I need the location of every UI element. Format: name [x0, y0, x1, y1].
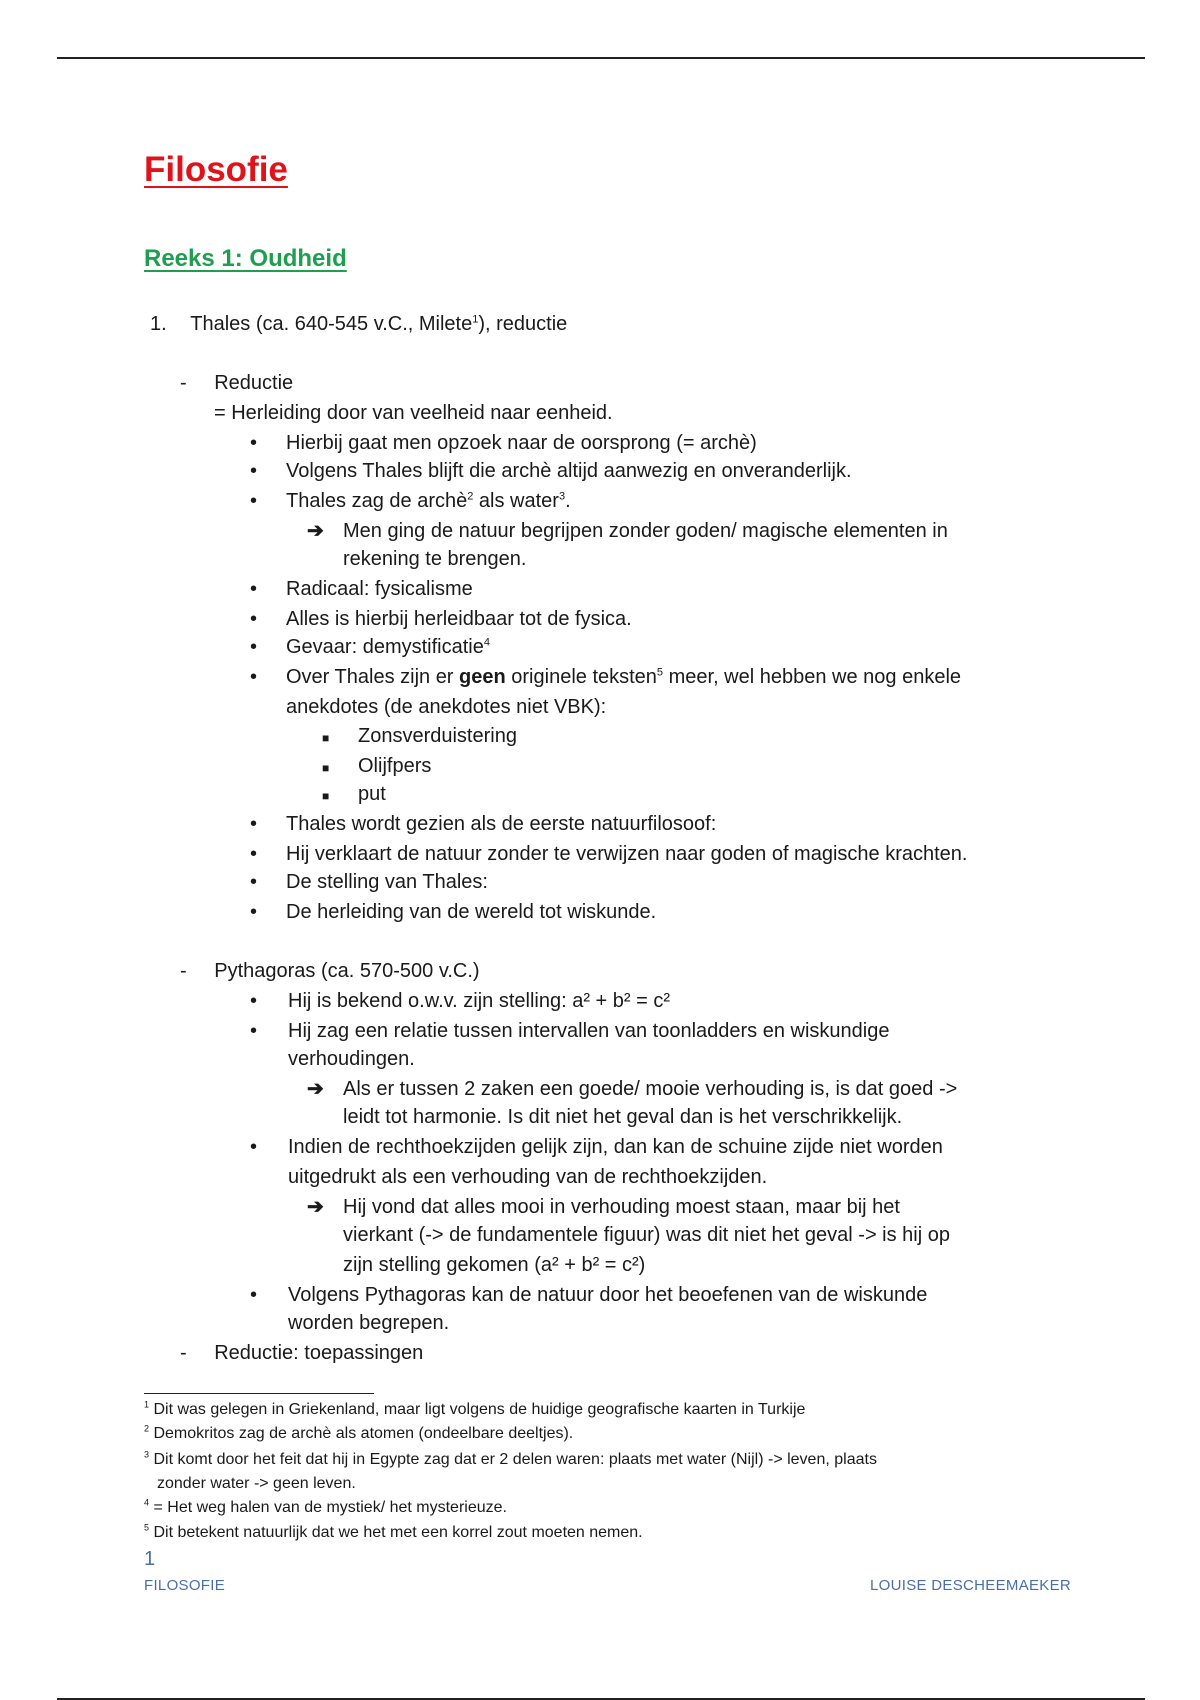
footnote-ref: 1 — [472, 313, 479, 326]
bullet-icon: • — [250, 1284, 258, 1306]
footnote-text: Demokritos zag de archè als atomen (ondeelbare deeltjes). — [153, 1425, 574, 1442]
bullet-icon: • — [250, 490, 258, 512]
dash-marker: - — [180, 372, 187, 394]
bullet-text: . — [565, 490, 571, 512]
dash-label: Reductie: toepassingen — [214, 1342, 424, 1364]
dash-item-pythagoras — [180, 957, 480, 985]
arrow-text-continued: rekening te brengen. — [343, 548, 527, 570]
bullet-icon: • — [250, 901, 258, 923]
page-title: Filosofie — [144, 150, 288, 189]
footnote-text: Dit betekent natuurlijk dat we het met een korrel zout moeten nemen. — [153, 1524, 643, 1541]
bullet-text: Gevaar: demystificatie — [286, 636, 484, 658]
square-bullet-icon: ■ — [322, 789, 330, 803]
square-bullet-icon: ■ — [322, 761, 330, 775]
footnote-2 — [144, 1423, 573, 1445]
footnote-ref: 4 — [483, 636, 490, 649]
bullet-item — [250, 605, 632, 633]
sub-item — [322, 780, 386, 810]
bullet-text: Hij verklaart de natuur zonder te verwijzen naar goden of magische krachten. — [286, 843, 968, 865]
bullet-icon: • — [250, 432, 258, 454]
bullet-icon: • — [250, 843, 258, 865]
footnote-3-continued: zonder water -> geen leven. — [157, 1475, 356, 1492]
bullet-item — [250, 810, 717, 838]
footnote-ref: 5 — [656, 666, 664, 679]
footnote-number: 4 — [144, 1497, 150, 1508]
list-number: 1. — [150, 313, 167, 335]
bullet-item — [250, 429, 757, 457]
dash-label: Pythagoras (ca. 570-500 v.C.) — [214, 960, 480, 982]
bullet-text: De herleiding van de wereld tot wiskunde. — [286, 901, 657, 923]
footnote-number: 1 — [144, 1399, 150, 1410]
section-title: Reeks 1: Oudheid — [144, 245, 347, 272]
footnote-5 — [144, 1522, 643, 1544]
sub-item — [322, 752, 432, 782]
footnote-number: 5 — [144, 1522, 150, 1533]
dash-marker: - — [180, 1342, 187, 1364]
bullet-item — [250, 1281, 928, 1309]
bullet-icon: • — [250, 1136, 258, 1158]
bullet-item — [250, 1133, 943, 1161]
square-bullet-icon: ■ — [322, 731, 330, 745]
arrow-text: Hij vond dat alles mooi in verhouding moest staan, maar bij het — [343, 1196, 900, 1218]
bullet-item — [250, 663, 962, 691]
bullet-text: De stelling van Thales: — [286, 871, 488, 893]
bullet-item — [250, 868, 488, 896]
footnote-number: 3 — [144, 1449, 150, 1460]
bullet-text: Radicaal: fysicalisme — [286, 578, 473, 600]
dash-marker: - — [180, 960, 187, 982]
arrow-text-continued: leidt tot harmonie. Is dit niet het geval dan is het verschrikkelijk. — [343, 1106, 903, 1128]
arrow-text-continued: vierkant (-> de fundamentele figuur) was dit niet het geval -> is hij op — [343, 1224, 950, 1246]
bullet-icon: • — [250, 578, 258, 600]
footnote-separator — [144, 1393, 374, 1394]
definition-text: = Herleiding door van veelheid naar eenheid. — [214, 402, 613, 424]
bullet-icon: • — [250, 636, 258, 658]
document-body — [144, 148, 1074, 1364]
arrow-right-icon: ➔ — [307, 1196, 324, 1218]
dash-label: Reductie — [214, 372, 294, 394]
bullet-icon: • — [250, 666, 258, 688]
bullet-icon: • — [250, 1020, 258, 1042]
footnote-ref: 3 — [558, 490, 566, 503]
footer-course-name: FILOSOFIE — [144, 1577, 226, 1594]
bullet-icon: • — [250, 871, 258, 893]
bullet-text: Hij is bekend o.w.v. zijn stelling: a² + b² = c² — [288, 990, 671, 1012]
arrow-right-icon: ➔ — [307, 1078, 324, 1100]
bullet-text: Thales zag de archè — [286, 490, 468, 512]
bullet-item — [250, 575, 473, 603]
bullet-text-continued: anekdotes (de anekdotes niet VBK): — [286, 696, 607, 718]
bullet-text: als water — [473, 490, 559, 512]
sub-item-text: put — [358, 783, 386, 805]
bullet-text-continued: verhoudingen. — [288, 1048, 415, 1070]
bullet-item — [250, 633, 490, 661]
bullet-icon: • — [250, 460, 258, 482]
dash-item-toepassingen — [180, 1339, 423, 1367]
bullet-icon: • — [250, 608, 258, 630]
item-text: Thales (ca. 640-545 v.C., Milete — [190, 313, 473, 335]
bullet-text: Over Thales zijn er — [286, 666, 460, 688]
arrow-item — [307, 1075, 958, 1103]
bold-text: geen — [459, 666, 506, 688]
page-number: 1 — [144, 1548, 156, 1570]
bullet-text: meer, wel hebben we nog enkele — [663, 666, 962, 688]
list-item-1 — [150, 310, 567, 338]
footnote-text: = Het weg halen van de mystiek/ het mysterieuze. — [153, 1499, 507, 1516]
footnote-3 — [144, 1449, 877, 1471]
bullet-text-continued: uitgedrukt als een verhouding van de rechthoekzijden. — [288, 1166, 768, 1188]
bullet-item — [250, 898, 657, 926]
bullet-item — [250, 457, 852, 485]
bullet-item — [250, 840, 968, 868]
sub-item-text: Olijfpers — [358, 755, 432, 777]
bullet-item — [250, 1017, 890, 1045]
bullet-text: Indien de rechthoekzijden gelijk zijn, dan kan de schuine zijde niet worden — [288, 1136, 943, 1158]
arrow-text-continued: zijn stelling gekomen (a² + b² = c²) — [343, 1254, 646, 1276]
bullet-item — [250, 487, 571, 515]
arrow-right-icon: ➔ — [307, 520, 324, 542]
bullet-text: Alles is hierbij herleidbaar tot de fysica. — [286, 608, 632, 630]
dash-item-reductie — [180, 369, 293, 397]
bullet-icon: • — [250, 990, 258, 1012]
sub-item — [322, 722, 517, 752]
bullet-text: Thales wordt gezien als de eerste natuurfilosoof: — [286, 813, 717, 835]
footnote-1 — [144, 1399, 805, 1421]
footnote-ref: 2 — [467, 490, 474, 503]
bullet-text: originele teksten — [505, 666, 657, 688]
header-rule — [57, 57, 1145, 59]
bullet-item — [250, 987, 671, 1015]
bullet-text: Hierbij gaat men opzoek naar de oorsprong (= archè) — [286, 432, 757, 454]
arrow-item — [307, 517, 948, 545]
item-text: ), reductie — [478, 313, 568, 335]
footnote-text: Dit was gelegen in Griekenland, maar ligt volgens de huidige geografische kaarten in Turkije — [153, 1401, 806, 1418]
bullet-text: Volgens Thales blijft die archè altijd aanwezig en onveranderlijk. — [286, 460, 852, 482]
bullet-text-continued: worden begrepen. — [288, 1312, 450, 1334]
arrow-item — [307, 1193, 900, 1221]
bullet-text: Hij zag een relatie tussen intervallen van toonladders en wiskundige — [288, 1020, 890, 1042]
footnote-4 — [144, 1497, 507, 1519]
footer-author-name: LOUISE DESCHEEMAEKER — [870, 1577, 1072, 1594]
footnote-text: Dit komt door het feit dat hij in Egypte zag dat er 2 delen waren: plaats met water (Nijl) -> leven, plaats — [153, 1451, 877, 1468]
arrow-text: Als er tussen 2 zaken een goede/ mooie verhouding is, is dat goed -> — [343, 1078, 958, 1100]
bullet-text: Volgens Pythagoras kan de natuur door het beoefenen van de wiskunde — [288, 1284, 928, 1306]
arrow-text: Men ging de natuur begrijpen zonder goden/ magische elementen in — [343, 520, 948, 542]
footnote-number: 2 — [144, 1423, 150, 1434]
bullet-icon: • — [250, 813, 258, 835]
sub-item-text: Zonsverduistering — [358, 725, 517, 747]
